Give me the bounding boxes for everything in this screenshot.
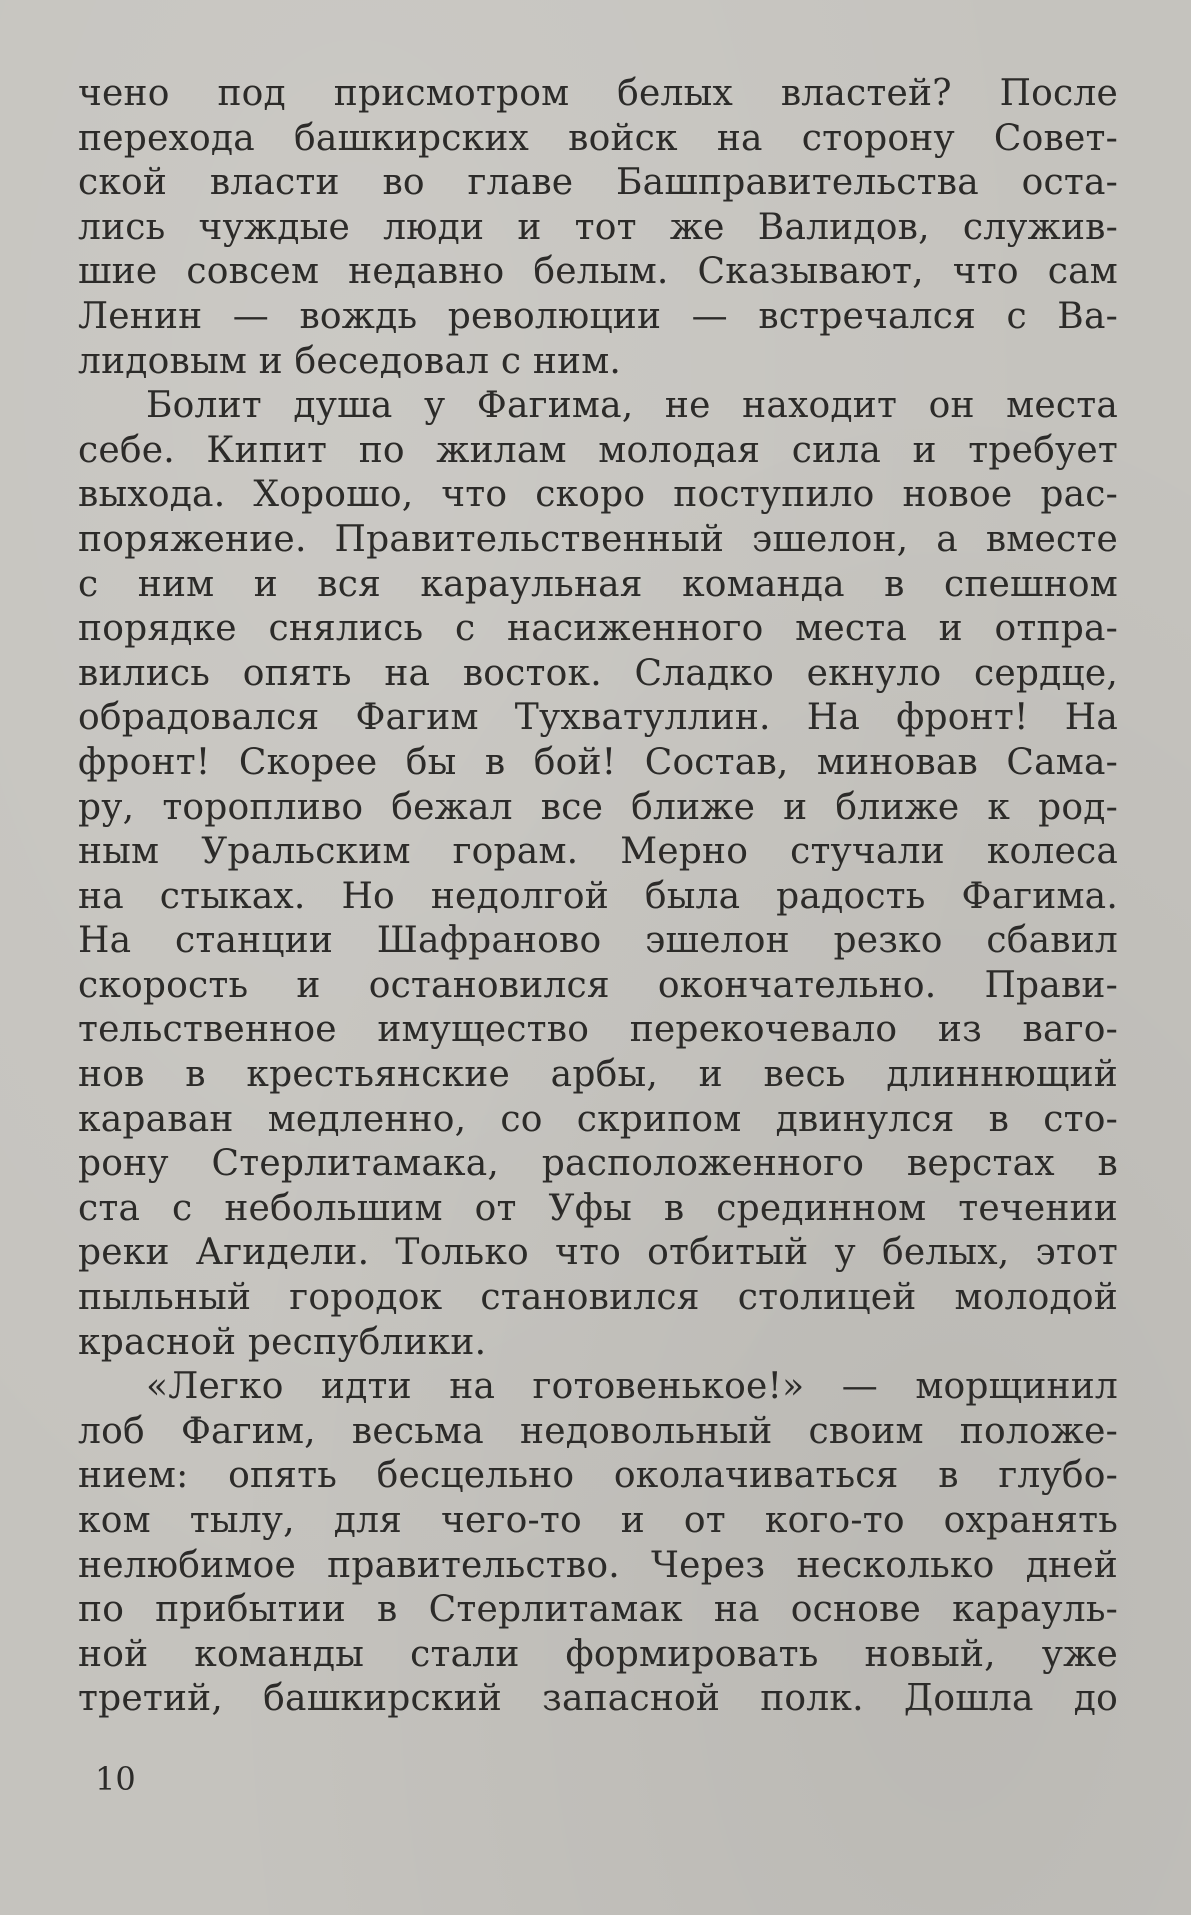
text-line: с ним и вся караульная команда в спешном — [78, 563, 1118, 605]
text-line: Болит душа у Фагима, не находит он места — [146, 385, 1118, 427]
text-line: обрадовался Фагим Тухватуллин. На фронт! На — [78, 697, 1118, 739]
text-line: Ленин — вождь революции — встречался с Ва- — [78, 295, 1118, 337]
text-line: ру, торопливо бежал все ближе и ближе к род- — [78, 786, 1118, 828]
text-line: поряжение. Правительственный эшелон, а вместе — [78, 518, 1118, 560]
text-line: ной команды стали формировать новый, уже — [78, 1633, 1118, 1675]
text-line: выхода. Хорошо, что скоро поступило новое рас- — [78, 474, 1118, 516]
text-line: ской власти во главе Башправительства оста- — [78, 162, 1118, 204]
text-line: ста с небольшим от Уфы в срединном течении — [78, 1187, 1118, 1229]
text-line: тельственное имущество перекочевало из ваго- — [78, 1009, 1118, 1051]
text-line: на стыках. Но недолгой была радость Фагима. — [78, 875, 1118, 917]
text-line: ным Уральским горам. Мерно стучали колеса — [78, 831, 1118, 873]
text-line: рону Стерлитамака, расположенного верстах в — [78, 1143, 1118, 1185]
text-line: лоб Фагим, весьма недовольный своим положе- — [78, 1410, 1118, 1452]
text-line: нов в крестьянские арбы, и весь длиннющий — [78, 1054, 1118, 1096]
text-line: На станции Шафраново эшелон резко сбавил — [78, 920, 1118, 962]
text-line: караван медленно, со скрипом двинулся в сто- — [78, 1098, 1118, 1140]
text-line: нием: опять бесцельно околачиваться в глубо- — [78, 1455, 1118, 1497]
text-line: нелюбимое правительство. Через несколько дней — [78, 1544, 1118, 1586]
text-line: перехода башкирских войск на сторону Совет- — [78, 117, 1118, 159]
text-line: «Легко идти на готовенькое!» — морщинил — [146, 1366, 1118, 1408]
text-line: ком тылу, для чего-то и от кого-то охранять — [78, 1500, 1118, 1541]
text-line: шие совсем недавно белым. Сказывают, что сам — [78, 251, 1118, 293]
page-number: 10 — [95, 1760, 136, 1798]
text-line: порядке снялись с насиженного места и отпра- — [78, 608, 1118, 650]
text-line: красной республики. — [78, 1321, 487, 1363]
text-line: по прибытии в Стерлитамак на основе карауль- — [78, 1589, 1118, 1631]
text-line: лись чуждые люди и тот же Валидов, служив- — [78, 206, 1118, 248]
text-line: пыльный городок становился столицей молодой — [78, 1277, 1118, 1319]
text-line: вились опять на восток. Сладко екнуло сердце, — [78, 652, 1118, 694]
text-line: лидовым и беседовал с ним. — [78, 340, 622, 382]
text-line: скорость и остановился окончательно. Прави- — [78, 964, 1118, 1006]
text-line: чено под присмотром белых властей? После — [78, 73, 1118, 114]
text-line: третий, башкирский запасной полк. Дошла до — [78, 1678, 1118, 1720]
text-line: себе. Кипит по жилам молодая сила и требует — [78, 429, 1118, 471]
text-line: фронт! Скорее бы в бой! Состав, миновав Сама- — [78, 741, 1118, 783]
text-line: реки Агидели. Только что отбитый у белых, этот — [78, 1232, 1118, 1274]
body-text — [78, 72, 1118, 1722]
